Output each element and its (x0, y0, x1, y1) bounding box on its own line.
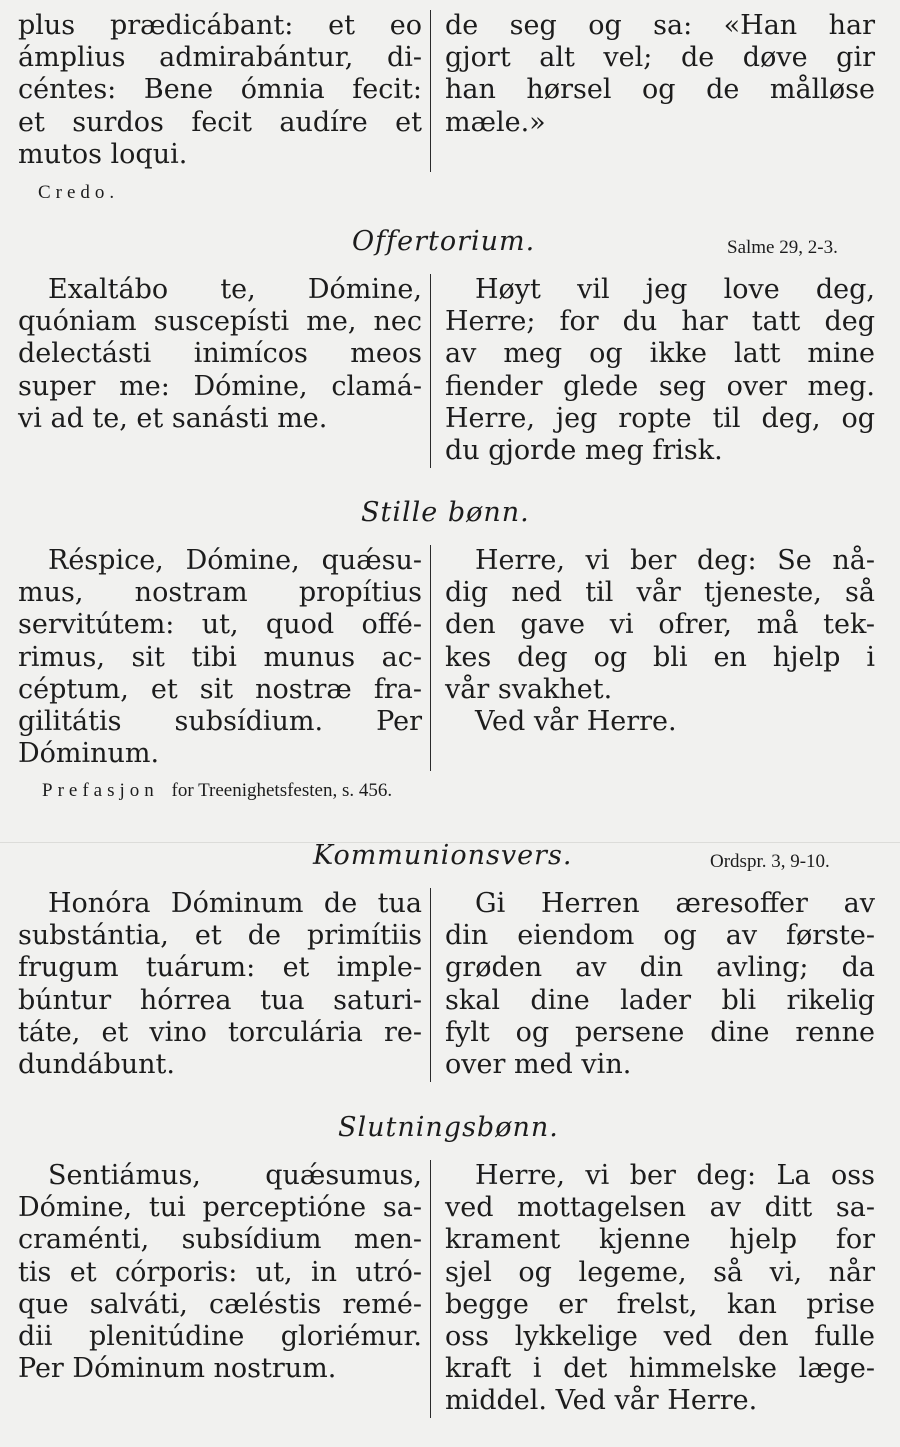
kommunionsvers-section (18, 888, 878, 1082)
text-line: de seg og sa: «Han har (445, 10, 875, 41)
text-line: Réspice, Dómine, quǽsu- (48, 545, 422, 576)
text-line: du gjorde meg frisk. (445, 435, 723, 467)
slutningsbonn-section (18, 1160, 878, 1418)
text-line: servitútem: ut, quod offé- (18, 609, 422, 641)
stille-bonn-norwegian-text (445, 545, 875, 738)
gospel-ending-section (18, 10, 878, 172)
text-line: delectásti inimícos meos (18, 338, 422, 370)
text-line: substántia, et de primítiis (18, 920, 422, 952)
gospel-norwegian-column (431, 10, 875, 172)
text-line: plus prædicábant: et eo (18, 10, 422, 41)
text-line: skal dine lader bli rikelig (445, 984, 875, 1016)
text-line: kes deg og bli en hjelp i (445, 641, 875, 673)
stille-bonn-heading: Stille bønn. (361, 497, 530, 528)
text-line: middel. Ved vår Herre. (445, 1385, 758, 1417)
text-line: ámplius admirabántur, di- (18, 42, 422, 74)
text-line: Honóra Dóminum de tua (48, 888, 422, 919)
text-line: céntes: Bene ómnia fecit: (18, 74, 422, 106)
text-line: vår svakhet. (445, 673, 613, 705)
text-line: dig ned til vår tjeneste, så (445, 577, 875, 609)
text-line: Sentiámus, quǽsumus, (48, 1160, 422, 1191)
kommunionsvers-latin-column (18, 888, 431, 1082)
text-line: que salváti, cæléstis remé- (18, 1288, 422, 1320)
kommunionsvers-heading: Kommunionsvers. (313, 840, 573, 871)
kommunionsvers-norwegian-text (445, 888, 875, 1081)
text-line: quóniam suscepísti me, nec (18, 306, 422, 338)
text-line: Herre; for du har tatt deg (445, 306, 875, 338)
text-line: rimus, sit tibi munus ac- (18, 641, 422, 673)
text-line: den gave vi ofrer, må tek- (445, 609, 875, 641)
stille-bonn-latin-text (18, 545, 422, 770)
text-line: kraft i det himmelske læge- (445, 1353, 875, 1385)
text-line: Gi Herren æresoffer av (475, 888, 875, 919)
text-line: grøden av din avling; da (445, 952, 875, 984)
text-line: dundábunt. (18, 1049, 175, 1081)
prefasjon-label: Prefasjon (42, 780, 159, 801)
text-line: vi ad te, et sanásti me. (18, 402, 328, 434)
stille-bonn-norwegian-column (431, 545, 875, 771)
offertorium-latin-text (18, 274, 422, 435)
text-line: over med vin. (445, 1049, 632, 1081)
slutningsbonn-heading: Slutningsbønn. (338, 1112, 559, 1143)
text-line: Dóminum. (18, 738, 160, 770)
offertorium-norwegian-column (431, 274, 875, 468)
text-line: Herre, vi ber deg: Se nå- (475, 545, 875, 576)
text-line: Per Dóminum nostrum. (18, 1353, 337, 1385)
offertorium-latin-column (18, 274, 431, 468)
prefasjon-text: for Treenighetsfesten, s. 456. (171, 780, 393, 801)
text-line: et surdos fecit audíre et (18, 106, 422, 138)
text-line: dii plenitúdine gloriémur. (18, 1321, 422, 1353)
text-line: Herre, vi ber deg: La oss (475, 1160, 875, 1191)
prefasjon-rubric (42, 780, 392, 802)
text-line: Høyt vil jeg love deg, (475, 274, 875, 305)
offertorium-section (18, 274, 878, 468)
offertorium-heading: Offertorium. (352, 226, 536, 257)
kommunionsvers-norwegian-column (431, 888, 875, 1082)
text-line: craménti, subsídium men- (18, 1224, 422, 1256)
text-line: frugum tuárum: et imple- (18, 952, 422, 984)
text-line: din eiendom og av første- (445, 920, 875, 952)
text-line: gilitátis subsídium. Per (18, 706, 422, 738)
text-line: mæle.» (445, 106, 546, 138)
text-line: Exaltábo te, Dómine, (48, 274, 422, 305)
text-line: Herre, jeg ropte til deg, og (445, 402, 875, 434)
offertorium-norwegian-text (445, 274, 875, 467)
gospel-norwegian-text (445, 10, 875, 139)
text-line: oss lykkelige ved den fulle (445, 1321, 875, 1353)
text-line: Ved vår Herre. (475, 706, 677, 738)
text-line: fylt og persene dine renne (445, 1016, 875, 1048)
text-line: céptum, et sit nostræ fra- (18, 673, 422, 705)
gospel-latin-text (18, 10, 422, 171)
text-line: begge er frelst, kan prise (445, 1288, 875, 1320)
text-line: Dómine, tui perceptióne sa- (18, 1192, 422, 1224)
text-line: búntur hórrea tua saturi- (18, 984, 422, 1016)
text-line: sjel og legeme, så vi, når (445, 1256, 875, 1288)
slutningsbonn-latin-text (18, 1160, 422, 1385)
gospel-latin-column (18, 10, 431, 172)
text-line: gjort alt vel; de døve gir (445, 42, 875, 74)
text-line: av meg og ikke latt mine (445, 338, 875, 370)
text-line: ved mottagelsen av ditt sa- (445, 1192, 875, 1224)
slutningsbonn-latin-column (18, 1160, 431, 1418)
slutningsbonn-norwegian-text (445, 1160, 875, 1418)
text-line: fiender glede seg over meg. (445, 370, 875, 402)
text-line: tis et córporis: ut, in utró- (18, 1256, 422, 1288)
slutningsbonn-norwegian-column (431, 1160, 875, 1418)
text-line: mutos loqui. (18, 138, 188, 170)
kommunionsvers-reference: Ordspr. 3, 9-10. (710, 851, 830, 872)
text-line: super me: Dómine, clamá- (18, 370, 422, 402)
stille-bonn-section (18, 545, 878, 771)
text-line: han hørsel og de målløse (445, 74, 875, 106)
kommunionsvers-latin-text (18, 888, 422, 1081)
stille-bonn-latin-column (18, 545, 431, 771)
text-line: táte, et vino torculária re- (18, 1016, 422, 1048)
credo-rubric: Credo. (38, 182, 120, 203)
offertorium-reference: Salme 29, 2-3. (727, 237, 838, 258)
text-line: mus, nostram propítius (18, 577, 422, 609)
text-line: krament kjenne hjelp for (445, 1224, 875, 1256)
